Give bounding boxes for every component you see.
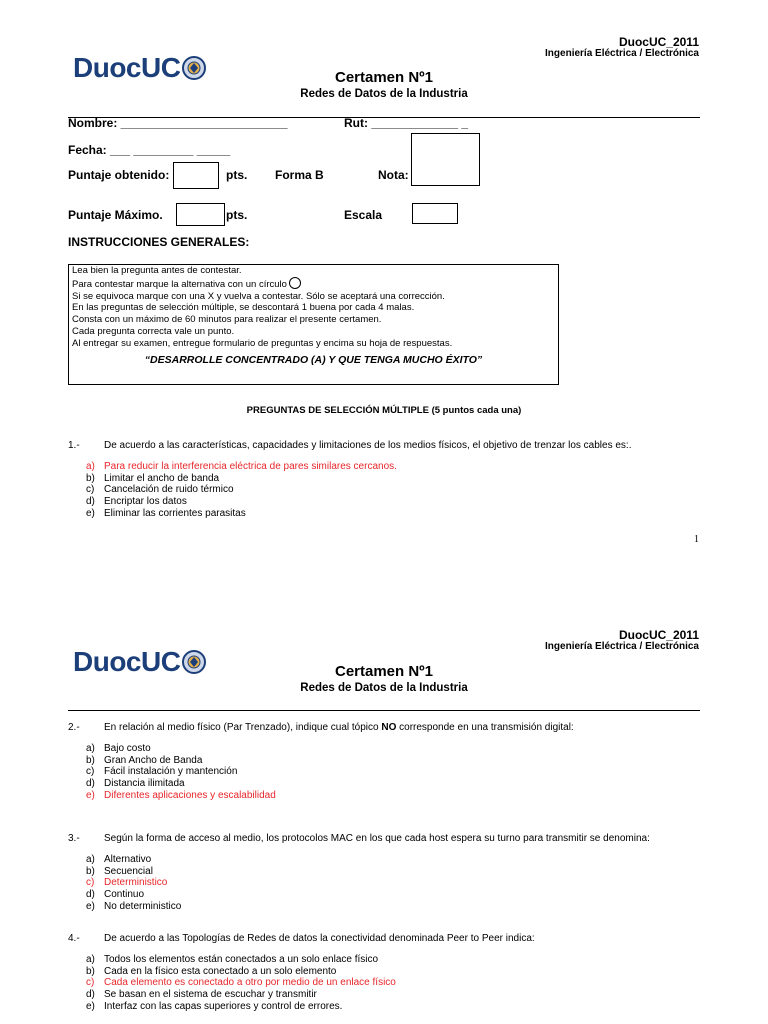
option-d[interactable]: d) Se basan en el sistema de escuchar y transmitir [86,989,317,1001]
question-options [86,743,276,802]
option-a-correct[interactable]: a) Para reducir la interferencia eléctrica de pares similares cercanos. [86,461,397,472]
exam-subtitle-p2: Redes de Datos de la Industria [300,682,468,694]
instruction-line-circle: Para contestar marque la alternativa con un círculo [69,277,558,291]
nota-label: Nota: [378,168,409,182]
rut-field: Rut: _____________ _ [344,116,469,130]
puntaje-maximo-label: Puntaje Máximo. [68,208,163,222]
fecha-field: Fecha: ___ _________ _____ [68,143,231,157]
instruction-line: Lea bien la pregunta antes de contestar. [72,265,242,276]
department-label: Ingeniería Eléctrica / Electrónica [545,48,699,59]
department-label-p2: Ingeniería Eléctrica / Electrónica [545,641,699,652]
question-text: De acuerdo a las características, capacidades y limitaciones de los medios físicos, el objetivo de trenzar los cables es:. [104,440,632,451]
option-d[interactable]: d) Encriptar los datos [86,496,187,508]
question-number: 4.- [68,933,80,944]
option-a[interactable]: a) Todos los elementos están conectados a un solo enlace físico [86,954,379,965]
page-number: 1 [694,534,699,545]
nombre-field: Nombre: _________________________ [68,116,288,130]
question-text: En relación al medio físico (Par Trenzado), indique cual tópico NO corresponde en una transmisión digital: [104,722,574,733]
option-b[interactable]: b) Secuencial [86,865,153,877]
option-a[interactable]: a) Alternativo [86,854,152,865]
instruction-line: Al entregar su examen, entregue formulario de preguntas y encima su hoja de respuestas. [72,337,453,349]
puntaje-obtenido-box [173,162,219,189]
course-code: DuocUC_2011 [618,35,699,49]
puntaje-obtenido-label: Puntaje obtenido: [68,168,170,182]
option-e[interactable]: e) Eliminar las corrientes parasitas [86,507,246,519]
question-options [86,854,181,913]
forma-label: Forma B [275,168,324,182]
option-b[interactable]: b) Gran Ancho de Banda [86,754,203,766]
nota-box [411,133,480,186]
escala-box [412,203,458,224]
instructions-heading: INSTRUCCIONES GENERALES: [68,235,250,249]
circle-icon [289,277,301,289]
section-title: PREGUNTAS DE SELECCIÓN MÚLTIPLE (5 puntos cada una) [246,405,522,416]
question-text: De acuerdo a las Topologías de Redes de datos la conectividad denominada Peer to Peer indica: [104,933,535,944]
option-b[interactable]: b) Limitar el ancho de banda [86,472,220,484]
escala-label: Escala [344,208,383,222]
exam-title: Certamen Nº1 [334,69,433,86]
question-number: 1.- [68,440,80,451]
instruction-line: Consta con un máximo de 60 minutos para realizar el presente certamen. [72,314,382,326]
option-a[interactable]: a) Bajo costo [86,743,151,754]
option-c[interactable]: c) Fácil instalación y mantención [86,766,238,778]
pts-label-2: pts. [226,208,248,222]
question-options [86,954,396,1013]
question-number: 2.- [68,722,80,733]
option-e[interactable]: e) No deterministico [86,900,182,912]
option-d[interactable]: d) Continuo [86,889,145,901]
exam-title-p2: Certamen Nº1 [334,663,433,680]
instruction-line: Si se equivoca marque con una X y vuelva a contestar. Sólo se aceptará una corrección. [72,290,445,302]
option-c[interactable]: c) Cancelación de ruido térmico [86,484,234,496]
logo-wordmark: DuocUC [73,52,181,83]
instructions-box [68,264,559,385]
option-c-correct[interactable]: c) Cada elemento es conectado a otro por medio de un enlace físico [86,977,396,989]
option-e-correct[interactable]: e) Diferentes aplicaciones y escalabilidad [86,789,276,801]
puntaje-maximo-box [176,203,225,226]
question-text: Según la forma de acceso al medio, los protocolos MAC en los que cada host espera su turno para transmitir se denomina: [104,833,650,844]
logo-wordmark: DuocUC [73,646,181,677]
option-e[interactable]: e) Interfaz con las capas superiores y control de errores. [86,1000,343,1012]
motto: “DESARROLLE CONCENTRADO (A) Y QUE TENGA MUCHO ÉXITO” [144,354,483,366]
instruction-line: Cada pregunta correcta vale un punto. [72,325,235,337]
instruction-line: En las preguntas de selección múltiple, se descontará 1 buena por cada 4 malas. [72,302,415,314]
option-b[interactable]: b) Cada en la físico esta conectado a un solo elemento [86,965,337,977]
option-c-correct[interactable]: c) Deterministico [86,877,168,889]
pts-label: pts. [226,168,248,182]
exam-subtitle: Redes de Datos de la Industria [300,88,468,100]
course-code-p2: DuocUC_2011 [618,628,699,642]
header-divider-p2 [68,710,700,711]
question-number: 3.- [68,833,80,844]
option-d[interactable]: d) Distancia ilimitada [86,778,185,790]
question-options [86,461,397,520]
